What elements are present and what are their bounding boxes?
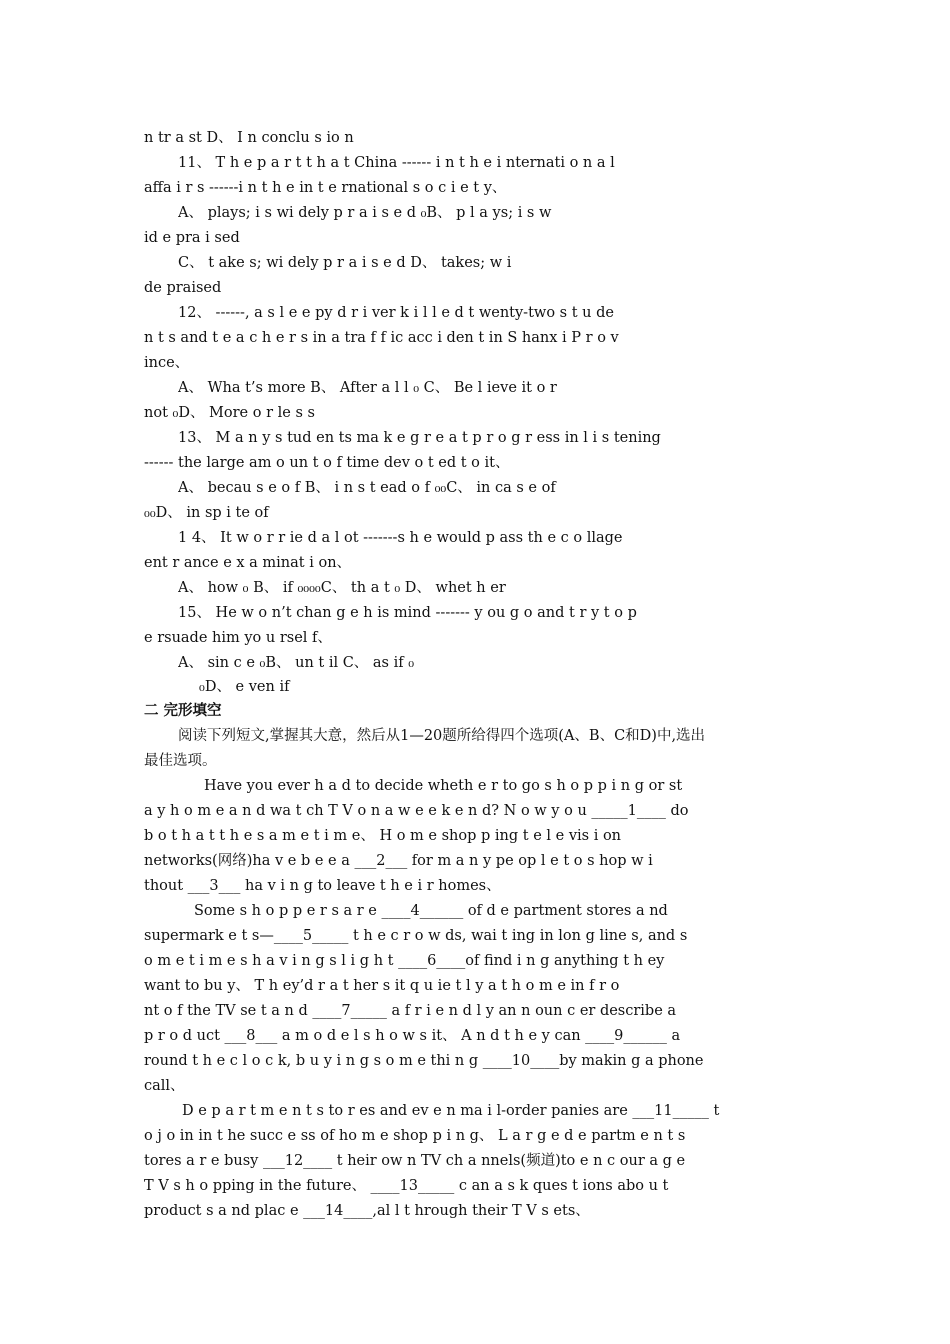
passage-line: want to bu y、 T h ey’d r a t her s it q u ie t l y a t h o m e in f r o xyxy=(144,978,620,994)
passage-line: b o t h a t t h e s a m e t i m e、 H o m e shop p ing t e l e vis i on xyxy=(144,828,622,844)
text-line: not ₀D、 More o r le s s xyxy=(144,405,315,421)
instructions: 阅读下列短文,掌握其大意，然后从1—20题所给得四个选项(A、B、C和D)中,选出 xyxy=(178,728,706,744)
passage-line: o m e t i m e s h a v i n g s l i g h t ____6____of find i n g anything t h ey xyxy=(144,953,665,969)
question-13: 13、 M a n y s tud en ts ma k e g r e a t p r o g r ess in l i s tening xyxy=(178,430,661,446)
text-line: ₀₀D、 in sp i te of xyxy=(144,505,269,521)
passage-line: Some s h o p p e r s a r e ____4______ of d e partment stores a nd xyxy=(194,903,668,919)
text-line: de praised xyxy=(144,280,222,296)
passage-line: call、 xyxy=(144,1078,185,1094)
text-line: id e pra i sed xyxy=(144,230,240,246)
question-12: 12、 ‐‐‐‐‐‐, a s l e e py d r i ver k i l l e d t wenty‐two s t u de xyxy=(178,305,614,321)
question-14: 1 4、 It w o r r ie d a l ot ‐‐‐‐‐‐‐s h e would p ass th e c o llage xyxy=(178,530,623,546)
section-heading: 二 完形填空 xyxy=(144,702,222,719)
instructions: 最佳选项。 xyxy=(144,753,217,769)
passage-line: a y h o m e a n d wa t ch T V o n a w e e k e n d? N o w y o u _____1____ do xyxy=(144,803,689,819)
text-line: n tr a st D、 I n conclu s io n xyxy=(144,130,354,146)
passage-line: p r o d uct ___8___ a m o d e l s h o w s it、 A n d t h e y can ____9______ a xyxy=(144,1028,681,1044)
options-line: A、 plays; i s wi dely p r a i s e d ₀B、 p l a ys; i s w xyxy=(178,205,552,221)
passage-line: thout ___3___ ha v i n g to leave t h e i r homes、 xyxy=(144,878,501,894)
passage-line: T V s h o pping in the future、 ____13_____ c an a s k ques t ions abo u t xyxy=(144,1178,669,1194)
question-15: 15、 He w o n’t chan g e h is mind ‐‐‐‐‐‐‐ y ou g o and t r y t o p xyxy=(178,605,637,621)
passage-line: tores a r e busy ___12____ t heir ow n TV ch a nnels(频道)to e n c our a g e xyxy=(144,1153,686,1169)
passage-line: round t h e c l o c k, b u y i n g s o m e thi n g ____10____by makin g a phone xyxy=(144,1053,704,1069)
text-line: e rsuade him yo u rsel f、 xyxy=(144,630,332,646)
text-line: ent r ance e x a minat i on、 xyxy=(144,555,352,571)
passage-line: D e p a r t m e n t s to r es and ev e n ma i l‐order panies are ___11_____ t xyxy=(182,1103,720,1119)
passage-line: o j o in in t he succ e ss of ho m e shop p i n g、 L a r g e d e partm e n t s xyxy=(144,1128,686,1144)
passage-line: networks(网络)ha v e b e e a ___2___ for m a n y pe op l e t o s hop w i xyxy=(144,853,653,869)
passage-line: product s a nd plac e ___14____,al l t hrough their T V s ets、 xyxy=(144,1203,590,1219)
options-line: ₀D、 e ven if xyxy=(199,679,290,695)
text-line: ‐‐‐‐‐‐ the large am o un t o f time dev o t ed t o it、 xyxy=(144,455,510,471)
options-line: A、 Wha t’s more B、 After a l l ₀ C、 Be l ieve it o r xyxy=(178,380,557,396)
passage-line: supermark e t s—____5_____ t h e c r o w ds, wai t ing in lon g line s, and s xyxy=(144,928,688,944)
question-11: 11、 T h e p a r t t h a t China ‐‐‐‐‐‐ i n t h e i nternati o n a l xyxy=(178,155,615,171)
passage-line: Have you ever h a d to decide wheth e r to go s h o p p i n g or st xyxy=(204,778,683,794)
passage-line: nt o f the TV se t a n d ____7_____ a f r i e n d l y an n oun c er describe a xyxy=(144,1003,677,1019)
text-line: n t s and t e a c h e r s in a tra f f ic acc i den t in S hanx i P r o v xyxy=(144,330,619,346)
text-line: ince、 xyxy=(144,355,190,371)
options-line: A、 how ₀ B、 if ₀₀₀₀C、 th a t ₀ D、 whet h er xyxy=(178,580,506,596)
options-line: A、 becau s e o f B、 i n s t ead o f ₀₀C、 in ca s e of xyxy=(178,480,556,496)
options-line: A、 sin c e ₀B、 un t il C、 as if ₀ xyxy=(178,655,415,671)
options-line: C、 t ake s; wi dely p r a i s e d D、 takes; w i xyxy=(178,255,512,271)
text-line: affa i r s ‐‐‐‐‐‐i n t h e in t e rnational s o c i e t y、 xyxy=(144,180,507,196)
